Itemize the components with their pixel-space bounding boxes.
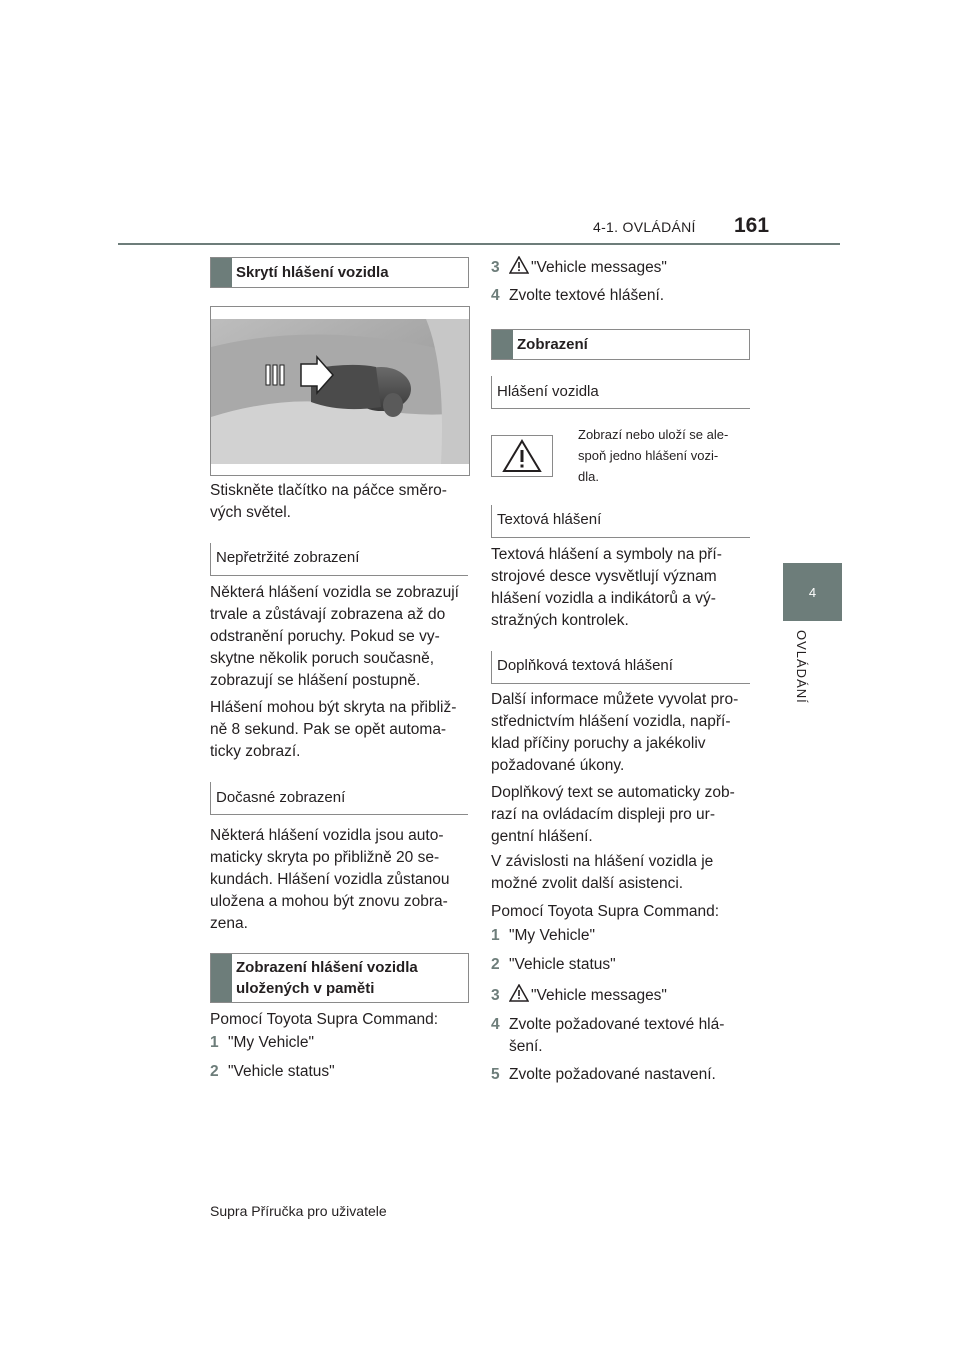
warning-triangle-icon [509,256,529,274]
step-right-2: 2 "Vehicle status" [491,956,616,973]
warning-triangle-icon [509,984,529,1002]
step-left-2: 2 "Vehicle status" [210,1063,335,1080]
paragraph-command-left: Pomocí Toyota Supra Command: [210,1011,439,1028]
step-right-top-4: 4 Zvolte textové hlášení. [491,287,665,304]
paragraph-text-messages: Textová hlášení a symboly na pří- strojové desce vysvětlují význam hlášení vozidla a indikátorů a vý- stražných kontrolek. [491,546,722,629]
paragraph-continuous: Některá hlášení vozidla se zobrazují trvale a zůstávají zobrazena až do odstranění poruchy. Pokud se vy- skytne několik poruch současně, zobrazují se hlášení postupně. [210,584,459,689]
chapter-tab [783,563,842,621]
paragraph-hide-duration: Hlášení mohou být skryta na přibliž- ně 8 sekund. Pak se opět automa- ticky zobrazí. [210,699,457,760]
paragraph-temporary: Některá hlášení vozidla jsou auto- maticky skryta po přibližně 20 se- kundách. Hlášení vozidla zůstanou uložena a mohou být znovu zobra- zena. [210,827,450,932]
heading-text: Zobrazení [517,336,588,353]
step-right-5: 5 Zvolte požadované nastavení. [491,1066,716,1083]
step-left-1: 1 "My Vehicle" [210,1034,314,1051]
section-title: 4-1. OVLÁDÁNÍ [593,219,696,235]
subheading-additional-text: Doplňková textová hlášení [491,651,750,684]
heading-hide-messages [210,257,469,288]
paragraph-additional-info: Další informace můžete vyvolat pro- střednictvím hlášení vozidla, napří- klad příčiny poruchy a jakékoliv požadované úkony. [491,691,739,774]
footer-text: Supra Příručka pro uživatele [210,1203,387,1219]
heading-text: Skrytí hlášení vozidla [236,264,389,281]
table-header-vehicle-messages: Hlášení vozidla [491,376,750,409]
subheading-continuous: Nepřetržité zobrazení [210,543,468,576]
header-rule [118,243,840,245]
figure-caption: Stiskněte tlačítko na páčce směro- vých světel. [210,482,447,521]
page-number: 161 [734,214,770,237]
warning-triangle-icon [502,439,542,473]
heading-stored-messages: Zobrazení hlášení vozidla uložených v paměti [210,953,469,1003]
paragraph-auto-text: Doplňkový text se automaticky zob- razí na ovládacím displeji pro ur- gentní hlášení. [491,784,735,845]
heading-display [491,329,750,360]
step-right-3: 3 "Vehicle messages" [491,984,751,1007]
warning-description: Zobrazí nebo uloží se ale- spoň jedno hlášení vozi- dla. [578,427,729,484]
lever-illustration-icon [211,307,469,475]
warning-symbol-cell [491,435,553,477]
turn-signal-lever-illustration [210,306,470,476]
subheading-temporary: Dočasné zobrazení [210,782,468,815]
chapter-label: OVLÁDÁNÍ [794,630,809,704]
step-right-4: 4 Zvolte požadované textové hlá- šení. [491,1016,725,1055]
paragraph-assistance: V závislosti na hlášení vozidla je možné zvolit další asistenci. [491,853,714,892]
step-right-top-3: 3 "Vehicle messages" [491,256,751,279]
chapter-number: 4 [808,584,817,600]
subheading-text-messages: Textová hlášení [491,505,750,538]
step-right-1: 1 "My Vehicle" [491,927,595,944]
paragraph-command-right: Pomocí Toyota Supra Command: [491,903,720,920]
